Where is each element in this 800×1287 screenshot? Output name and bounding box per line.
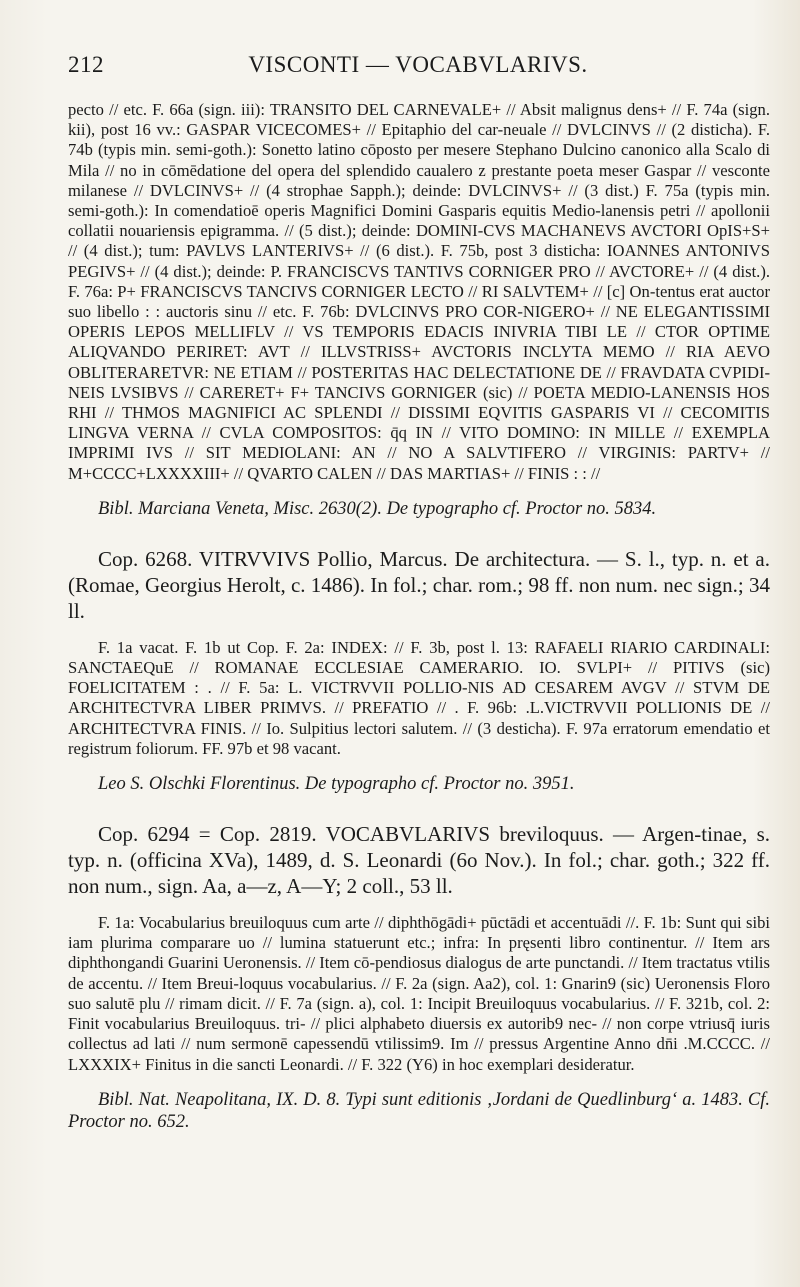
page-body (68, 100, 770, 1133)
running-header (68, 52, 768, 86)
library-reference: Leo S. Olschki Florentinus. De typographo cf. Proctor no. 3951. (98, 774, 575, 795)
catalogue-entry-6268 (68, 546, 770, 624)
entry-description: F. 1a: Vocabularius breuiloquus cum arte // diphthōgādi+ pūctādi et accentuādi //. F. 1b: Sunt qui sibi iam plurima comparare uo // lumina statuerunt etc.; infra: In pręsenti libro continentur. // Item ars diphthongandi Guarini Ueronensis. // Item cō-pendiosus dialogus de arte punctandi. // Item tractatus vtilis de accentu. // Item Breui-loquus vocabularius. // F. 2a (sign. Aa2), col. 1: Gnarin9 (sic) Ueronensis Floro suo salutē plu // rimam dicit. // F. 7a (sign. a), col. 1: Incipit Breuiloquus vocabularius. // F. 321b, col. 2: Finit vocabularius Breuiloquus. tri- // plici alphabeto diuersis ex autorib9 nec- // non corpe vtriusq̄ iuris collectus ad lati // num sermonē capessendū vtilissim9. Im // pressus Argentine Anno dn̄i .M.CCCC. // LXXXIX+ Finitus in die sancti Leonardi. // F. 322 (Y6) in hoc exemplari desideratur. (68, 913, 770, 1074)
catalogue-entry-6294 (68, 821, 770, 899)
library-reference: Bibl. Nat. Neapolitana, IX. D. 8. Typi sunt editionis ‚Jordani de Quedlinburg‘ a. 1483. Cf. Proctor no. 652. (68, 1089, 770, 1132)
entry-heading: Cop. 6294 = Cop. 2819. VOCABVLARIVS breviloquus. — Argen-tinae, s. typ. n. (officina XVa), 1489, d. S. Leonardi (6o Nov.). In fol.; char. goth.; 322 ff. non num., sign. Aa, a—z, A—Y; 2 coll., 53 ll. (68, 822, 770, 899)
page-number: 212 (68, 52, 104, 77)
running-title: VISCONTI — VOCABVLARIVS. (248, 52, 588, 77)
colophon-continuation: pecto // etc. F. 66a (sign. iii): TRANSITO DEL CARNEVALE+ // Absit malignus dens+ // F. 74a (sign. kii), post 16 vv.: GASPAR VICECOMES+ // Epitaphio del car-neuale // DVLCINVS // (2 disticha). F. 74b (typis min. semi-goth.): Sonetto latino cōposto per mesere Stephano Dulcino canonico alla Scalo di Mila // no in cōmēdatione del opera del splendido caualero z prestante poeta meser Gaspar // vesconte milanese // DVLCINVS+ // (4 strophae Sapph.); deinde: DVLCINVS+ // (3 dist.) F. 75a (typis min. semi-goth.): In comendatioē operis Magnifici Domini Gasparis equitis Medio-lanensis petri // apollonii collatii nouariensis epigramma. // (5 dist.); deinde: DOMINI-CVS MACHANEVS AVCTORI OpIS+S+ // (4 dist.); tum: PAVLVS LANTERIVS+ // (6 dist.). F. 75b, post 3 disticha: IOANNES ANTONIVS PEGIVS+ // (4 dist.); deinde: P. FRANCISCVS TANTIVS CORNIGER PRO // AVCTORE+ // (4 dist.). F. 76a: P+ FRANCISCVS TANCIVS CORNIGER LECTO // RI SALVTEM+ // [c] On-tentus erat auctor suo libello : : auctoris sinu // etc. F. 76b: DVLCINVS PRO COR-NIGERO+ // NE ELEGANTISSIMI OPERIS LEPOS MELLIFLV // VS TEMPORIS EDACIS INIVRIA TIBI LE // CTOR OPTIME ALIQVANDO PERIRET: AVT // ILLVSTRISS+ AVCTORIS INCLYTA MEMO // RIA AEVO OBLITERARETVR: NE ETIAM // POSTERITAS HAC DELECTATIONE DE // FRAVDATA CVPIDI-NEIS LVSIBVS // CARERET+ F+ TANCIVS GORNIGER (sic) // POETA MEDIO-LANENSIS HOS RHI // THMOS MAGNIFICI AC SPLENDI // DISSIMI EQVITIS GASPARIS VI // CECOMITIS LINGVA VERNA // CVLA COMPOSITOS: q̄q IN // VITO DOMINO: IN MILLE // EXEMPLA IMPRIMI IVS // SIT MEDIOLANI: AN // NO A SALVTIFERO // VIRGINIS: PARTV+ // M+CCCC+LXXXXIII+ // QVARTO CALEN // DAS MARTIAS+ // FINIS : : // (68, 100, 770, 483)
library-reference: Bibl. Marciana Veneta, Misc. 2630(2). De typographo cf. Proctor no. 5834. (98, 498, 657, 519)
entry-description: F. 1a vacat. F. 1b ut Cop. F. 2a: INDEX: // F. 3b, post l. 13: RAFAELI RIARIO CARDINALI: SANCTAEQuE // ROMANAE ECCLESIAE CAMERARIO. IO. SVLPI+ // PITIVS (sic) FOELICITATEM : . // F. 5a: L. VICTRVVII POLLIO-NIS AD CESAREM AVGV // STVM DE ARCHITECTVRA LIBER PRIMVS. // PREFATIO // . F. 96b: .L.VICTRVVII POLLIONIS DE // ARCHITECTVRA FINIS. // Io. Sulpitius lectori salutem. // (3 desticha). F. 97a erratorum emendatio et registrum foliorum. FF. 97b et 98 vacant. (68, 637, 770, 758)
entry-heading: Cop. 6268. VITRVVIVS Pollio, Marcus. De architectura. — S. l., typ. n. et a. (Romae, Georgius Herolt, c. 1486). In fol.; char. rom.; 98 ff. non num. nec sign.; 34 ll. (68, 546, 771, 623)
